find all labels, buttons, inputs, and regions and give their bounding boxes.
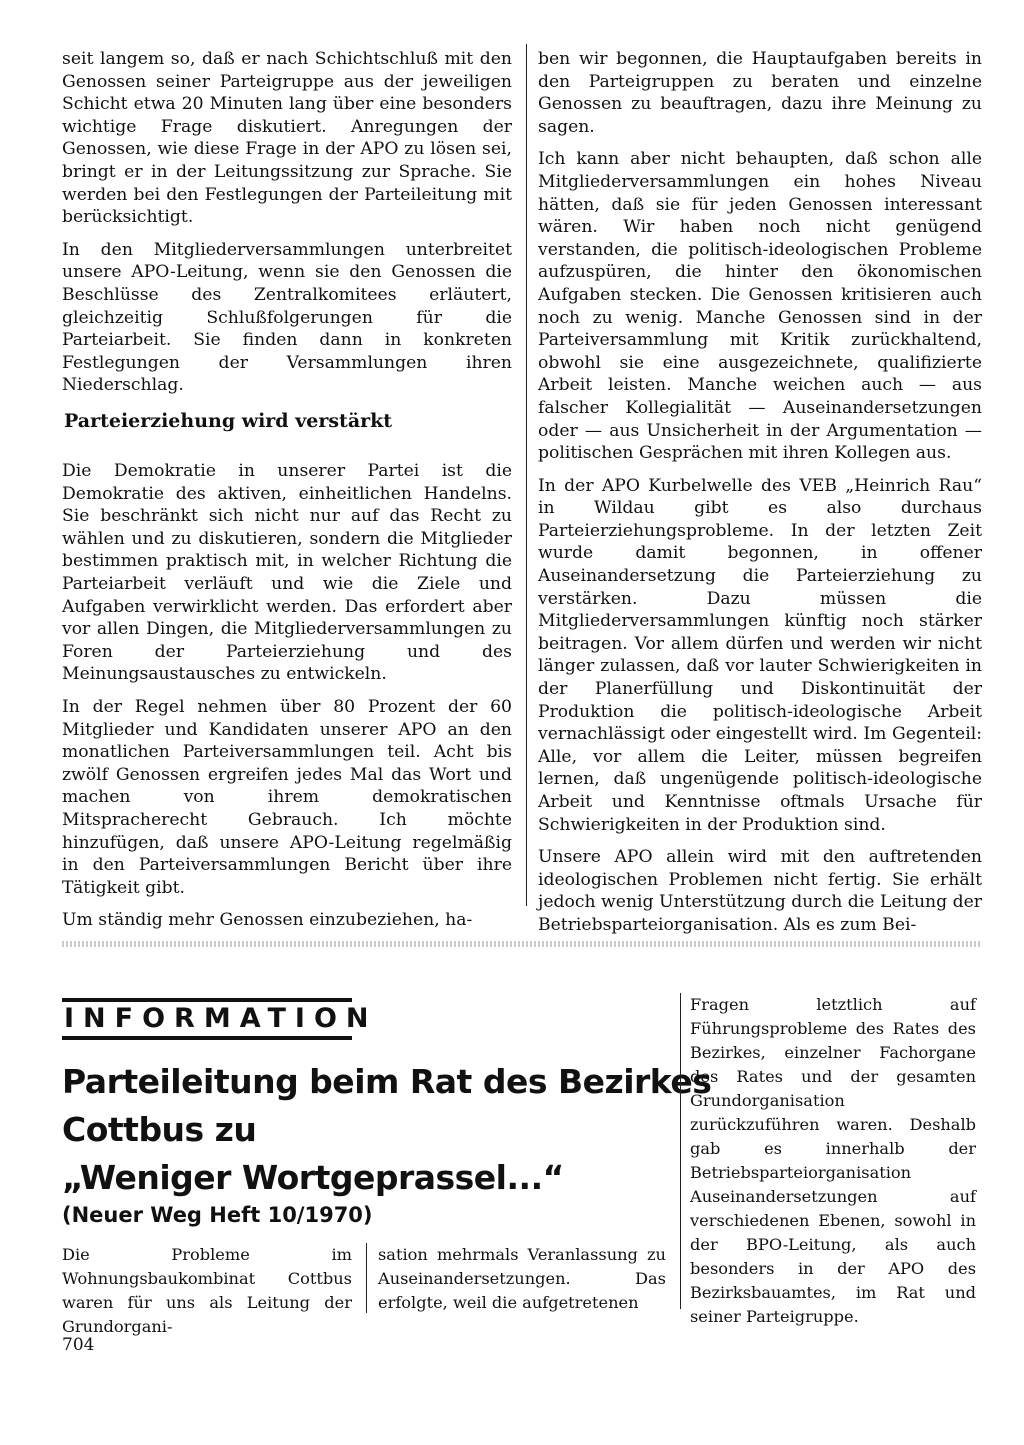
information-label: INFORMATION	[62, 998, 352, 1040]
article-left-column	[62, 48, 512, 407]
title-line: Parteileitung beim Rat des Bezirkes	[62, 1062, 712, 1101]
information-column-a	[62, 1243, 352, 1339]
article-paragraph: Ich kann aber nicht behaupten, daß schon alle Mitgliederversammlungen ein hohes Niveau hätten, daß sie für jeden Genossen interessant wären. Wir haben noch nicht genügend verstanden, die politisch-ideologischen Probleme aufzuspüren, die hinter den ökonomischen Aufgaben stecken. Die Genossen kritisieren auch noch zu wenig. Manche Genossen sind in der Parteiversammlung mit Kritik zurückhaltend, obwohl sie eine ausgezeichnete, qualifizierte Arbeit leisten. Manche weichen auch — aus falscher Kollegialität — Auseinandersetzungen oder — aus Unsicherheit in der Argumentation — politischen Gesprächen mit ihren Kollegen aus.	[538, 149, 982, 464]
column-divider	[366, 1243, 367, 1313]
article-paragraph: In der Regel nehmen über 80 Prozent der 60 Mitglieder und Kandidaten unserer APO an den monatlichen Parteiversammlungen teil. Acht bis zwölf Genossen ergreifen jedes Mal das Wort und machen von ihrem demokratischen Mitspracherecht Gebrauch. Ich möchte hinzufügen, daß unsere APO-Leitung regelmäßig in den Parteiversammlungen Bericht über ihre Tätigkeit gibt.	[62, 696, 512, 898]
column-divider	[680, 993, 681, 1309]
article-paragraph: seit langem so, daß er nach Schichtschluß mit den Genossen seiner Parteigruppe aus der jeweiligen Schicht etwa 20 Minuten lang über eine besonders wichtige Frage diskutiert. Anregungen der Genossen, wie diese Frage in der APO zu lösen sei, bringt er in der Leitungssitzung zur Sprache. Sie werden bei den Festlegungen der Parteileitung mit berücksichtigt.	[62, 49, 512, 228]
page-number: 704	[62, 1335, 95, 1355]
information-column-b	[378, 1243, 666, 1315]
article-paragraph: ben wir begonnen, die Hauptaufgaben bereits in den Parteigruppen zu beraten und einzelne Genossen zu beauftragen, dazu ihre Meinung zu sagen.	[538, 49, 982, 137]
information-paragraph: Die Probleme im Wohnungsbaukombinat Cottbus waren für uns als Leitung der Grundorgani-	[62, 1245, 352, 1336]
section-separator	[62, 941, 980, 947]
information-paragraph: Fragen letztlich auf Führungsprobleme des Rates des Bezirkes, einzelner Fachorgane des Rates und der gesamten Grundorganisation zurückzuführen waren. Deshalb gab es innerhalb der Betriebsparteiorganisation Auseinandersetzungen auf verschiedenen Ebenen, sowohl in der BPO-Leitung, als auch besonders in der APO des Bezirksbauamtes, im Rat und seiner Parteigruppe.	[690, 995, 976, 1326]
article-right-column	[538, 48, 982, 947]
article-paragraph: Unsere APO allein wird mit den auftretenden ideologischen Problemen nicht fertig. Sie erhält jedoch wenig Unterstützung durch die Leitung der Betriebsparteiorganisation. Als es zum Bei-	[538, 847, 982, 935]
information-title	[62, 1058, 712, 1202]
column-divider	[526, 44, 527, 906]
article-paragraph: In der APO Kurbelwelle des VEB „Heinrich Rau“ in Wildau gibt es also durchaus Parteierziehungsprobleme. In der letzten Zeit wurde damit begonnen, in offener Auseinandersetzung die Parteierziehung zu verstärken. Dazu müssen die Mitgliederversammlungen künftig noch stärker beitragen. Vor allem dürfen und werden wir nicht länger zulassen, daß vor lauter Schwierigkeiten in der Planerfüllung und Diskontinuität der Produktion die politisch-ideologische Arbeit vernachlässigt oder eingestellt wird. Im Gegenteil: Alle, vor allem die Leiter, müssen begreifen lernen, daß ungenügende politisch-ideologische Arbeit und Kenntnisse oftmals Ursache für Schwierigkeiten in der Produktion sind.	[538, 475, 982, 835]
article-paragraph: Die Demokratie in unserer Partei ist die Demokratie des aktiven, einheitlichen Handelns. Sie beschränkt sich nicht nur auf das Recht zu wählen und zu diskutieren, sondern die Mitglieder bestimmen praktisch mit, in welcher Richtung die Parteiarbeit verläuft und wie die Ziele und Aufgaben verwirklicht werden. Das erfordert aber vor allen Dingen, die Mitgliederversammlungen zu Foren der Parteierziehung und des Meinungsaustausches zu entwickeln.	[62, 461, 512, 685]
article-paragraph: Um ständig mehr Genossen einzubeziehen, ha-	[62, 910, 473, 931]
title-line: „Weniger Wortgeprassel...“	[62, 1158, 564, 1197]
article-paragraph: In den Mitgliederversammlungen unterbreitet unsere APO-Leitung, wenn sie den Genossen die Beschlüsse des Zentralkomitees erläutert, gleichzeitig Schlußfolgerungen für die Parteiarbeit. Sie finden dann in konkreten Festlegungen der Versammlungen ihren Niederschlag.	[62, 239, 512, 396]
information-source: (Neuer Weg Heft 10/1970)	[62, 1203, 373, 1227]
article-subheading: Parteierziehung wird verstärkt	[64, 410, 393, 432]
title-line: Cottbus zu	[62, 1110, 257, 1149]
information-column-c	[690, 993, 976, 1329]
information-paragraph: sation mehrmals Veranlassung zu Auseinandersetzungen. Das erfolgte, weil die aufgetretenen	[378, 1245, 666, 1312]
article-left-column-continued	[62, 460, 512, 942]
